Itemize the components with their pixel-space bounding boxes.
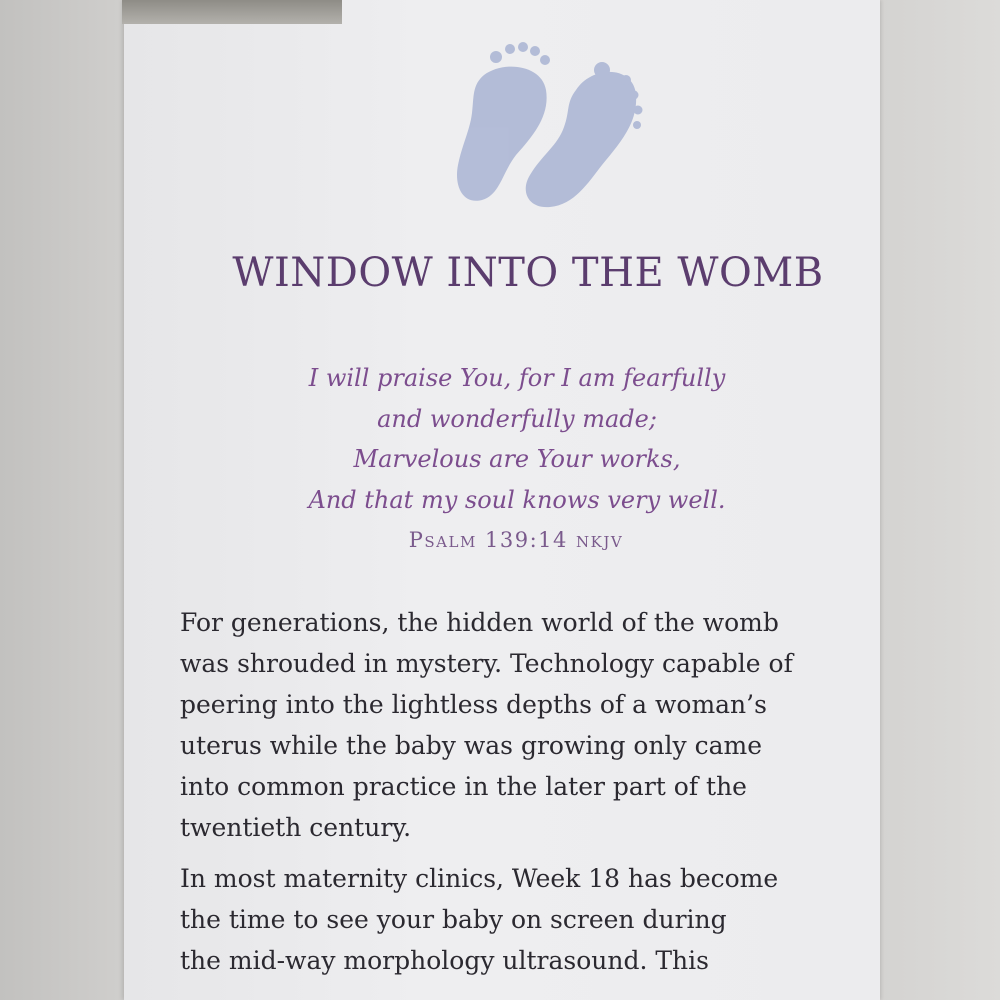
page-edge-shadow bbox=[122, 0, 342, 24]
text-line: into common practice in the later part of the bbox=[180, 772, 747, 801]
text-line: For generations, the hidden world of the womb bbox=[180, 608, 779, 637]
scripture-verse bbox=[124, 358, 880, 520]
text-line: uterus while the baby was growing only came bbox=[180, 731, 763, 760]
text-line: peering into the lightless depths of a woman’s bbox=[180, 690, 767, 719]
paragraph bbox=[180, 858, 870, 981]
baby-footprints-icon bbox=[424, 35, 664, 225]
verse-line: and wonderfully made; bbox=[377, 404, 657, 433]
page-title: WINDOW INTO THE WOMB bbox=[232, 250, 824, 296]
text-line: the mid-way morphology ultrasound. This bbox=[180, 946, 709, 975]
verse-citation: Psalm 139:14 nkjv bbox=[408, 528, 624, 552]
verse-line: Marvelous are Your works, bbox=[353, 445, 681, 473]
text-line: was shrouded in mystery. Technology capable of bbox=[180, 649, 793, 678]
background-surface bbox=[880, 0, 1000, 1000]
text-line: the time to see your baby on screen during bbox=[180, 905, 727, 934]
body-text bbox=[180, 602, 870, 991]
text-line: twentieth century. bbox=[180, 813, 412, 842]
paragraph bbox=[180, 602, 870, 848]
book-page bbox=[124, 0, 880, 1000]
verse-line: And that my soul knows very well. bbox=[308, 485, 726, 514]
verse-line: I will praise You, for I am fearfully bbox=[308, 364, 726, 392]
text-line: In most maternity clinics, Week 18 has become bbox=[180, 864, 779, 893]
